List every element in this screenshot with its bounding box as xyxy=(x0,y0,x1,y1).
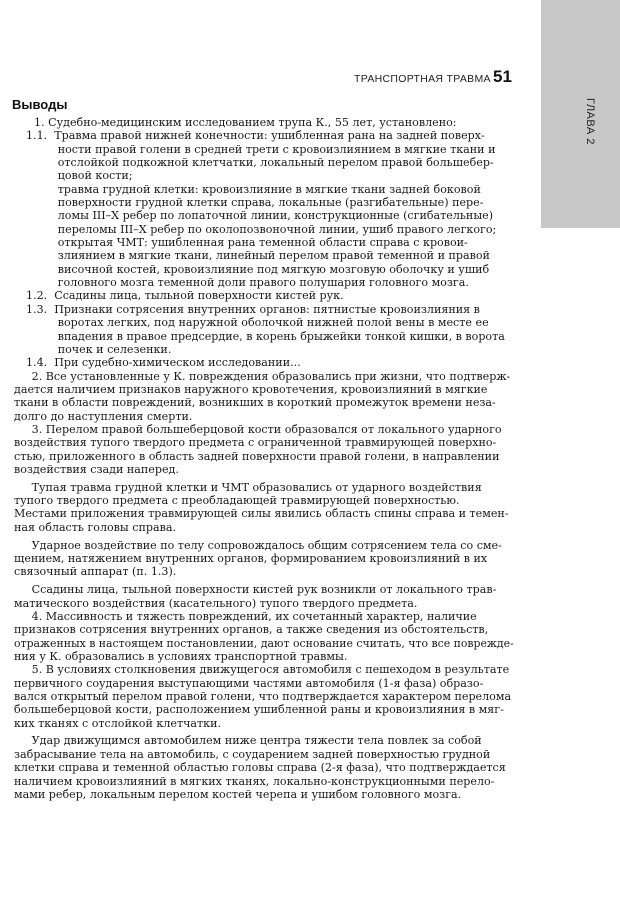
paragraph xyxy=(14,356,514,369)
text-line: вался открытый перелом правой голени, что подтверждается характером перелома xyxy=(14,689,512,703)
text-line: 1.3. Признаки сотрясения внутренних органов: пятнистые кровоизлияния в xyxy=(26,302,480,316)
text-line: стью, приложенного в область задней поверхности правой голени, в направлении xyxy=(14,449,500,463)
text-line: височной костей, кровоизлияние под мягкую мозговую оболочку и ушиб xyxy=(26,262,490,276)
text-line: щением, натяжением внутренних органов, формированием кровоизлияний в их xyxy=(14,552,488,565)
text-line: ния у К. образовались в условиях транспортной травмы. xyxy=(14,649,348,663)
text-line: воздействия сзади наперед. xyxy=(14,462,179,476)
text-line: связочный аппарат (п. 1.3). xyxy=(14,565,177,579)
text-line: Местами приложения травмирующей силы явились область спины справа и темен- xyxy=(14,507,509,521)
text-line: 4. Массивность и тяжесть повреждений, их сочетанный характер, наличие xyxy=(14,609,477,623)
text-line: отраженных в настоящем постановлении, дают основание считать, что все поврежде- xyxy=(14,636,514,650)
body-text xyxy=(14,116,514,801)
text-line: переломы III–X ребер по околопозвоночной линии, ушиб правого легкого; xyxy=(26,222,497,236)
paragraph xyxy=(14,663,514,730)
paragraph xyxy=(14,539,514,579)
text-line: мами ребер, локальным перелом костей черепа и ушибом головного мозга. xyxy=(14,787,462,801)
page-number: 51 xyxy=(493,67,512,86)
text-line: Ссадины лица, тыльной поверхности кистей рук возникли от локального трав- xyxy=(14,583,497,597)
text-line: дается наличием признаков наружного кровотечения, кровоизлияний в мягкие xyxy=(14,382,488,396)
text-line: ткани в области повреждений, возникших в короткий промежуток времени неза- xyxy=(14,396,496,410)
paragraph xyxy=(14,423,514,476)
text-line: воздействия тупого твердого предмета с ограниченной травмирующей поверхно- xyxy=(14,436,497,450)
text-line: большеберцовой кости, расположением ушибленной раны и кровоизлияния в мяг- xyxy=(14,703,504,717)
paragraph xyxy=(14,129,514,289)
text-line: забрасывание тела на автомобиль, с соударением задней поверхностью грудной xyxy=(14,747,491,761)
text-line: Ударное воздействие по телу сопровождалось общим сотрясением тела со сме- xyxy=(14,538,502,552)
paragraph xyxy=(14,289,514,302)
paragraph xyxy=(14,481,514,534)
text-line: отслойкой подкожной клетчатки, локальный перелом правой большебер- xyxy=(26,156,494,170)
text-line: ная область головы справа. xyxy=(14,520,176,534)
text-line: матического воздействия (касательного) тупого твердого предмета. xyxy=(14,596,418,610)
text-line: 1.1. Травма правой нижней конечности: ушибленная рана на задней поверх- xyxy=(26,129,485,143)
text-line: злиянием в мягкие ткани, линейный перелом правой теменной и правой xyxy=(26,249,490,263)
text-line: 5. В условиях столкновения движущегося автомобиля с пешеходом в результате xyxy=(14,663,510,677)
paragraph xyxy=(14,610,514,663)
text-line: ломы III–X ребер по лопаточной линии, конструкционные (сгибательные) xyxy=(26,209,494,223)
paragraph xyxy=(14,370,514,423)
text-line: Тупая травма грудной клетки и ЧМТ образовались от ударного воздействия xyxy=(14,480,482,494)
text-line: почек и селезенки. xyxy=(26,342,172,356)
text-line: первичного соударения выступающими частями автомобиля (1-я фаза) образо- xyxy=(14,676,484,690)
text-line: открытая ЧМТ: ушибленная рана теменной области справа с кровои- xyxy=(26,236,468,250)
text-line: впадения в правое предсердие, в корень брыжейки тонкой кишки, в ворота xyxy=(26,329,505,343)
paragraph xyxy=(14,303,514,356)
text-line: поверхности грудной клетки справа, локальные (разгибательные) пере- xyxy=(26,196,484,210)
text-line: воротах легких, под наружной оболочкой нижней полой вены в месте ее xyxy=(26,316,489,330)
text-line: 1. Судебно-медицинским исследованием трупа К., 55 лет, установлено: xyxy=(34,116,457,129)
text-line: ности правой голени в средней трети с кровоизлиянием в мягкие ткани и xyxy=(26,142,496,156)
text-line: Удар движущимся автомобилем ниже центра тяжести тела повлек за собой xyxy=(14,734,482,748)
running-head: ТРАНСПОРТНАЯ ТРАВМА xyxy=(354,73,491,85)
text-line: 1.4. При судебно-химическом исследовании... xyxy=(26,356,301,370)
paragraph xyxy=(14,583,514,610)
text-line: ких тканях с отслойкой клетчатки. xyxy=(14,716,222,730)
text-line: травма грудной клетки: кровоизлияние в мягкие ткани задней боковой xyxy=(26,182,481,196)
text-line: головного мозга теменной доли правого полушария головного мозга. xyxy=(26,276,469,290)
text-line: клетки справа и теменной областью головы справа (2-я фаза), что подтверждается xyxy=(14,761,506,775)
paragraph xyxy=(14,116,514,129)
text-line: цовой кости; xyxy=(26,169,133,183)
text-line: тупого твердого предмета с преобладающей травмирующей поверхностью. xyxy=(14,494,460,508)
text-line: 2. Все установленные у К. повреждения образовались при жизни, что подтверж- xyxy=(14,369,511,383)
text-line: признаков сотрясения внутренних органов, а также сведения из обстоятельств, xyxy=(14,623,489,637)
chapter-tab-label: ГЛАВА 2 xyxy=(584,98,596,145)
section-heading: Выводы xyxy=(12,97,68,112)
paragraph xyxy=(14,734,514,801)
text-line: 3. Перелом правой большеберцовой кости образовался от локального ударного xyxy=(14,422,502,436)
text-line: наличием кровоизлияний в мягких тканях, локально-конструкционными перело- xyxy=(14,774,495,788)
text-line: долго до наступления смерти. xyxy=(14,409,193,423)
text-line: 1.2. Ссадины лица, тыльной поверхности кистей рук. xyxy=(26,289,344,303)
